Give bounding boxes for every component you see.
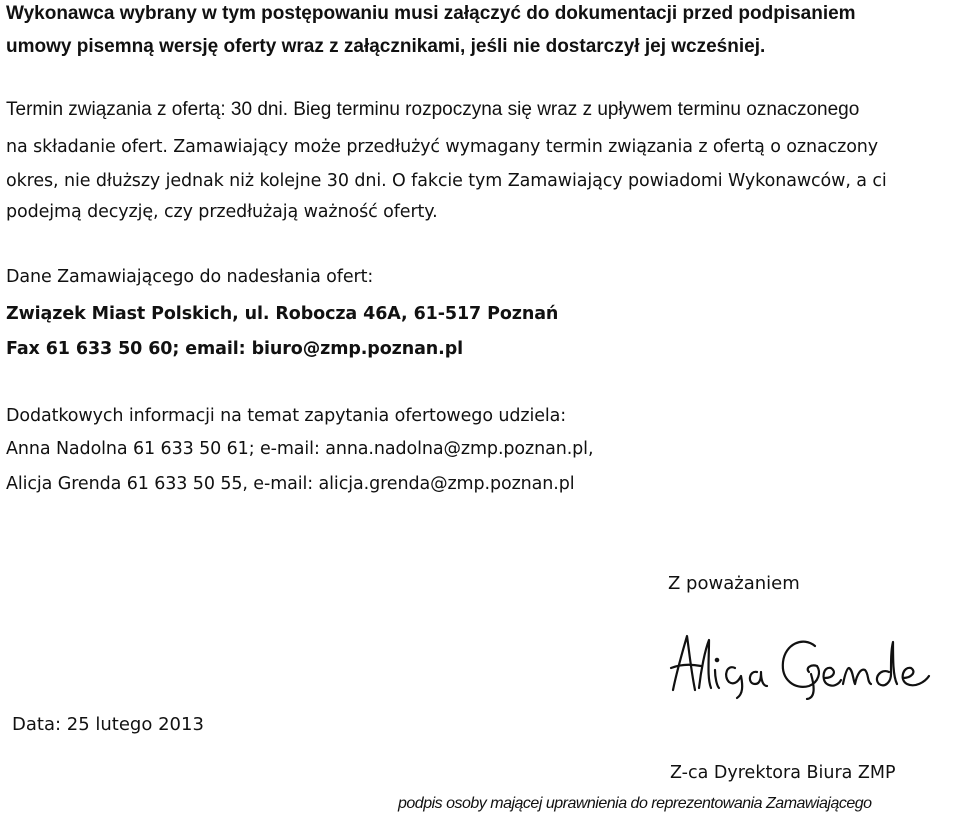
orderer-heading: Dane Zamawiającego do nadesłania ofert: <box>6 267 374 287</box>
info-person-1: Anna Nadolna 61 633 50 61; e-mail: anna.nadolna@zmp.poznan.pl, <box>6 439 594 459</box>
term-line-1: Termin związania z ofertą: 30 dni. Bieg terminu rozpoczyna się wraz z upływem terminu oznaczonego <box>6 99 860 120</box>
orderer-address: Związek Miast Polskich, ul. Robocza 46A, 61-517 Poznań <box>6 304 559 324</box>
info-heading: Dodatkowych informacji na temat zapytania ofertowego udziela: <box>6 406 567 426</box>
closing-greeting: Z poważaniem <box>668 573 800 594</box>
handwritten-signature <box>665 630 955 700</box>
term-line-2: na składanie ofert. Zamawiający może przedłużyć wymagany termin związania z ofertą o oznaczony <box>6 137 879 157</box>
intro-line-2: umowy pisemną wersję oferty wraz z załącznikami, jeśli nie dostarczył jej wcześniej. <box>6 36 766 57</box>
signatory-role: Z-ca Dyrektora Biura ZMP <box>670 763 896 783</box>
intro-line-1: Wykonawca wybrany w tym postępowaniu musi załączyć do dokumentacji przed podpisaniem <box>6 3 856 24</box>
info-person-2: Alicja Grenda 61 633 50 55, e-mail: alicja.grenda@zmp.poznan.pl <box>6 474 575 494</box>
orderer-contact: Fax 61 633 50 60; email: biuro@zmp.poznan.pl <box>6 339 464 359</box>
term-line-4: podejmą decyzję, czy przedłużają ważność oferty. <box>6 202 438 222</box>
document-date: Data: 25 lutego 2013 <box>12 714 204 735</box>
signatory-note: podpis osoby mającej uprawnienia do reprezentowania Zamawiającego <box>398 795 872 812</box>
term-line-3: okres, nie dłuższy jednak niż kolejne 30 dni. O fakcie tym Zamawiający powiadomi Wykonawców, a ci <box>6 171 887 191</box>
